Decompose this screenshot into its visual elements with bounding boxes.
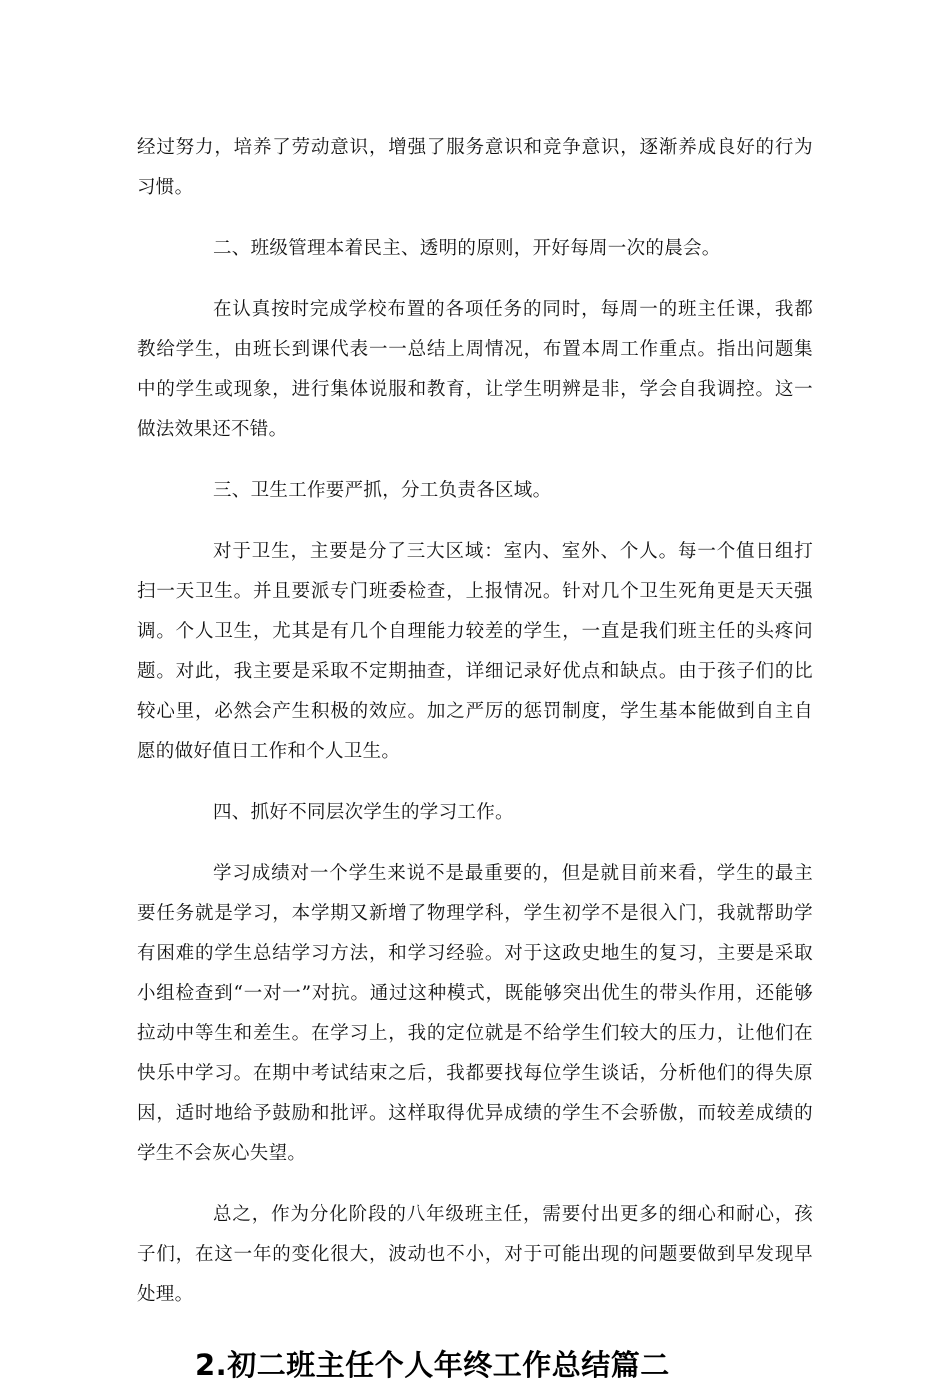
paragraph-conclusion: 总之，作为分化阶段的八年级班主任，需要付出更多的细心和耐心，孩子们，在这一年的变化很大，波动也不小，对于可能出现的问题要做到早发现早处理。: [137, 1204, 813, 1305]
document-heading: 2.初二班主任个人年终工作总结篇二: [195, 1348, 670, 1382]
section-heading-hygiene: 三、卫生工作要严抓，分工负责各区域。: [213, 480, 552, 501]
paragraph-hygiene: 对于卫生，主要是分了三大区域：室内、室外、个人。每一个值日组打扫一天卫生。并且要派专门班委检查，上报情况。针对几个卫生死角更是天天强调。个人卫生，尤其是有几个自理能力较差的学生，一直是我们班主任的头疼问题。对此，我主要是采取不定期抽查，详细记录好优点和缺点。由于孩子们的比较心里，必然会产生积极的效应。加之严厉的惩罚制度，学生基本能做到自主自愿的做好值日工作和个人卫生。: [137, 541, 813, 762]
document-page: [137, 128, 813, 1387]
section-heading-study: 四、抓好不同层次学生的学习工作。: [213, 802, 514, 823]
paragraph-continuation: 经过努力，培养了劳动意识，增强了服务意识和竞争意识，逐渐养成良好的行为习惯。: [137, 137, 813, 198]
paragraph-study: 学习成绩对一个学生来说不是最重要的，但是就目前来看，学生的最主要任务就是学习，本学期又新增了物理学科，学生初学不是很入门，我就帮助学有困难的学生总结学习方法，和学习经验。对于这政史地生的复习，主要是采取小组检查到“一对一”对抗。通过这种模式，既能够突出优生的带头作用，还能够拉动中等生和差生。在学习上，我的定位就是不给学生们较大的压力，让他们在快乐中学习。在期中考试结束之后，我都要找每位学生谈话，分析他们的得失原因，适时地给予鼓励和批评。这样取得优异成绩的学生不会骄傲，而较差成绩的学生不会灰心失望。: [137, 863, 813, 1164]
section-heading-class-management: 二、班级管理本着民主、透明的原则，开好每周一次的晨会。: [213, 238, 721, 259]
paragraph-class-management: 在认真按时完成学校布置的各项任务的同时，每周一的班主任课，我都教给学生，由班长到课代表一一总结上周情况，布置本周工作重点。指出问题集中的学生或现象，进行集体说服和教育，让学生明辨是非，学会自我调控。这一做法效果还不错。: [137, 299, 813, 440]
